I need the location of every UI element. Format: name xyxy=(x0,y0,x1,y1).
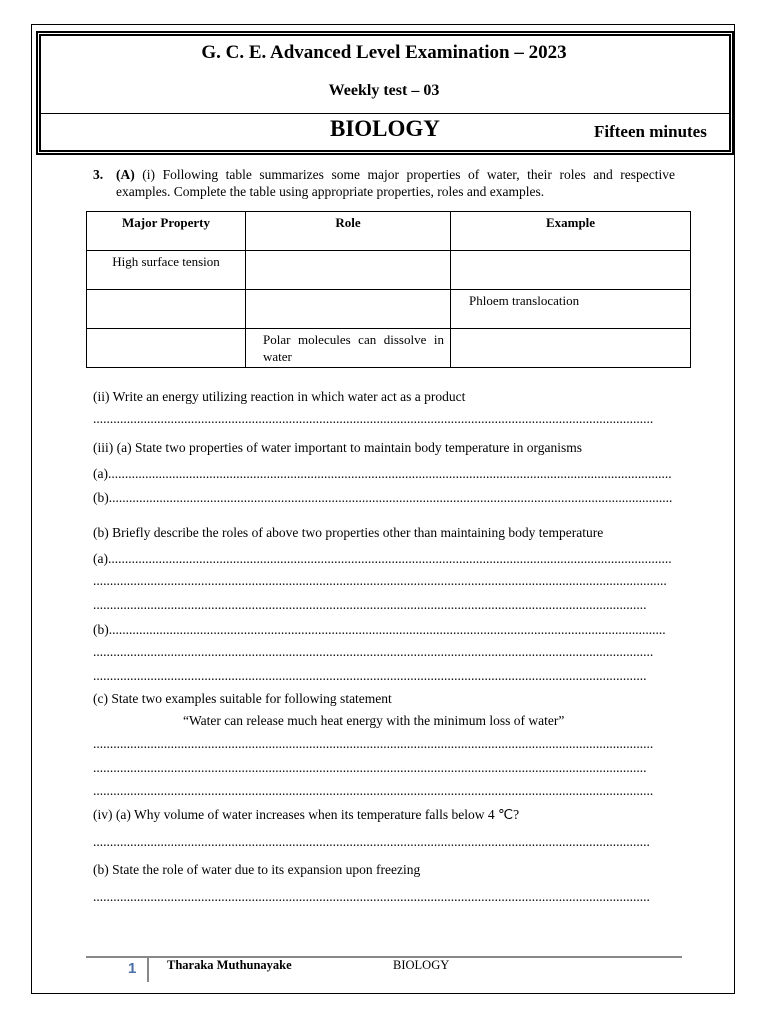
footer-separator xyxy=(147,958,149,982)
question-part: (A) xyxy=(116,167,135,182)
table-cell[interactable] xyxy=(451,329,691,368)
answer-line[interactable]: ..................................................................................................................................................................... xyxy=(93,836,650,848)
footer-subject: BIOLOGY xyxy=(393,958,450,972)
answer-label-b: (b)....................................................................................................................................................................... xyxy=(93,490,673,505)
question-iv-a: (iv) (a) Why volume of water increases when its temperature falls below 4 ℃? xyxy=(93,807,520,822)
table-cell[interactable]: Polar molecules can dissolve in water xyxy=(246,329,451,368)
question-iv-b: (b) State the role of water due to its expansion upon freezing xyxy=(93,862,421,877)
answer-line[interactable]: ..................................................................................................................................................................... xyxy=(93,891,650,903)
question-intro-text: (i) Following table summarizes some major properties of water, their roles and respective examples. Complete the table using appropriate properties, roles and examples. xyxy=(116,167,676,199)
subject-title: BIOLOGY xyxy=(330,116,440,141)
question-intro xyxy=(93,166,675,200)
answer-line[interactable]: ..................................................................................................................................................................... xyxy=(108,622,666,637)
answer-label-b: (b)..................................................................................................................................................................... xyxy=(93,622,666,637)
table-cell[interactable] xyxy=(87,290,246,329)
duration: Fifteen minutes xyxy=(594,122,707,141)
statement-quote: “Water can release much heat energy with the minimum loss of water” xyxy=(183,713,565,728)
page-number: 1 xyxy=(128,960,137,977)
table-cell[interactable]: High surface tension xyxy=(87,251,246,290)
table-row xyxy=(87,290,691,329)
table-row xyxy=(87,329,691,368)
question-iii-b: (b) Briefly describe the roles of above two properties other than maintaining body temperature xyxy=(93,525,604,540)
exam-title: G. C. E. Advanced Level Examination – 2023 xyxy=(201,42,567,63)
answer-line[interactable]: ...................................................................................................................................................................... xyxy=(93,646,654,658)
table-header: Role xyxy=(246,212,451,251)
question-iii-c: (c) State two examples suitable for following statement xyxy=(93,691,392,706)
table-cell[interactable] xyxy=(246,251,451,290)
properties-table xyxy=(86,211,691,368)
answer-line[interactable]: ....................................................................................................................................................................... xyxy=(108,490,673,505)
question-ii: (ii) Write an energy utilizing reaction in which water act as a product xyxy=(93,389,466,404)
answer-line[interactable]: .......................................................................................................................................................................... xyxy=(93,575,667,587)
answer-line[interactable]: .................................................................................................................................................................... xyxy=(93,670,647,682)
header-divider xyxy=(41,113,729,114)
table-header-row xyxy=(87,212,691,251)
table-cell[interactable] xyxy=(87,329,246,368)
answer-line[interactable]: ....................................................................................................................................................................... xyxy=(107,466,672,481)
question-number: 3. xyxy=(93,167,104,182)
table-header: Example xyxy=(451,212,691,251)
answer-label-a: (a)....................................................................................................................................................................... xyxy=(93,466,672,481)
table-cell[interactable] xyxy=(451,251,691,290)
answer-line[interactable]: ....................................................................................................................................................................... xyxy=(107,551,672,566)
table-cell[interactable]: Phloem translocation xyxy=(451,290,691,329)
table-header: Major Property xyxy=(87,212,246,251)
answer-line[interactable]: ...................................................................................................................................................................... xyxy=(93,738,654,750)
answer-line[interactable]: ...................................................................................................................................................................... xyxy=(93,785,654,797)
table-row xyxy=(87,251,691,290)
test-name: Weekly test – 03 xyxy=(328,82,440,99)
answer-label-a: (a)....................................................................................................................................................................... xyxy=(93,551,672,566)
table-cell[interactable] xyxy=(246,290,451,329)
footer-author: Tharaka Muthunayake xyxy=(167,958,292,972)
question-iii-a: (iii) (a) State two properties of water important to maintain body temperature in organisms xyxy=(93,440,582,455)
answer-line[interactable]: ...................................................................................................................................................................... xyxy=(93,413,654,425)
answer-line[interactable]: .................................................................................................................................................................... xyxy=(93,599,647,611)
answer-line[interactable]: .................................................................................................................................................................... xyxy=(93,762,647,774)
